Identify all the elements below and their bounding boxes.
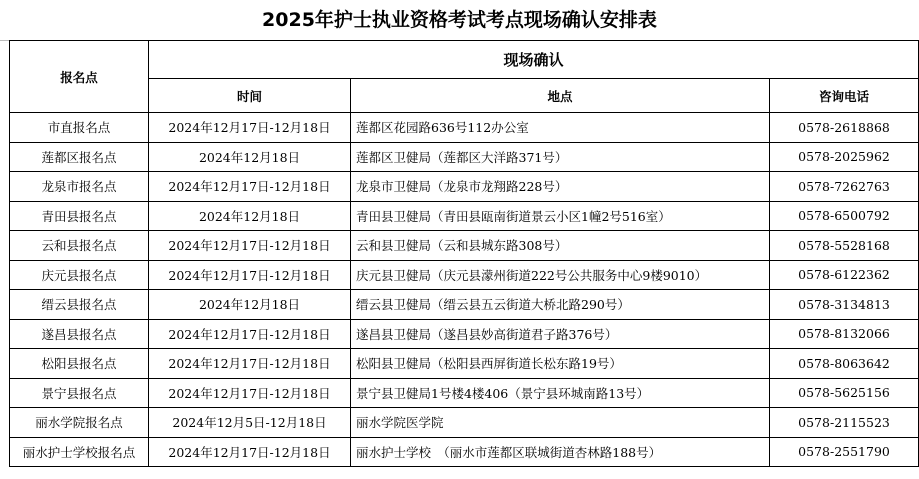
cell-time: 2024年12月17日-12月18日: [149, 260, 351, 290]
schedule-table: [9, 40, 919, 467]
table-row: [10, 290, 919, 320]
header-confirmation: 现场确认: [149, 41, 919, 79]
cell-site: 丽水护士学校报名点: [10, 437, 149, 467]
cell-time: 2024年12月17日-12月18日: [149, 231, 351, 261]
cell-site: 莲都区报名点: [10, 142, 149, 172]
cell-phone: 0578-5625156: [770, 378, 919, 408]
table-row: [10, 142, 919, 172]
cell-time: 2024年12月18日: [149, 290, 351, 320]
cell-time: 2024年12月5日-12月18日: [149, 408, 351, 438]
cell-place: 遂昌县卫健局（遂昌县妙高街道君子路376号）: [351, 319, 770, 349]
cell-time: 2024年12月17日-12月18日: [149, 319, 351, 349]
table-row: [10, 408, 919, 438]
table-row: [10, 172, 919, 202]
cell-time: 2024年12月17日-12月18日: [149, 437, 351, 467]
table-row: [10, 231, 919, 261]
table-row: [10, 201, 919, 231]
header-phone: 咨询电话: [770, 79, 919, 113]
cell-phone: 0578-6500792: [770, 201, 919, 231]
cell-time: 2024年12月17日-12月18日: [149, 378, 351, 408]
cell-site: 景宁县报名点: [10, 378, 149, 408]
header-time: 时间: [149, 79, 351, 113]
cell-phone: 0578-7262763: [770, 172, 919, 202]
cell-place: 云和县卫健局（云和县城东路308号）: [351, 231, 770, 261]
cell-place: 莲都区花园路636号112办公室: [351, 113, 770, 143]
cell-time: 2024年12月17日-12月18日: [149, 113, 351, 143]
cell-site: 丽水学院报名点: [10, 408, 149, 438]
cell-site: 云和县报名点: [10, 231, 149, 261]
table-row: [10, 260, 919, 290]
cell-site: 青田县报名点: [10, 201, 149, 231]
cell-time: 2024年12月17日-12月18日: [149, 349, 351, 379]
header-site: 报名点: [10, 41, 149, 113]
cell-site: 龙泉市报名点: [10, 172, 149, 202]
cell-phone: 0578-3134813: [770, 290, 919, 320]
cell-phone: 0578-5528168: [770, 231, 919, 261]
table-row: [10, 319, 919, 349]
cell-phone: 0578-2551790: [770, 437, 919, 467]
cell-place: 丽水护士学校 （丽水市莲都区联城街道杏林路188号）: [351, 437, 770, 467]
cell-site: 遂昌县报名点: [10, 319, 149, 349]
cell-place: 景宁县卫健局1号楼4楼406（景宁县环城南路13号）: [351, 378, 770, 408]
cell-place: 莲都区卫健局（莲都区大洋路371号）: [351, 142, 770, 172]
sheet-margin: [0, 40, 9, 479]
table-row: [10, 349, 919, 379]
cell-time: 2024年12月18日: [149, 201, 351, 231]
cell-site: 松阳县报名点: [10, 349, 149, 379]
header-place: 地点: [351, 79, 770, 113]
cell-phone: 0578-8132066: [770, 319, 919, 349]
cell-place: 庆元县卫健局（庆元县濛州街道222号公共服务中心9楼9010）: [351, 260, 770, 290]
cell-place: 松阳县卫健局（松阳县西屏街道长松东路19号）: [351, 349, 770, 379]
table-row: [10, 437, 919, 467]
cell-phone: 0578-6122362: [770, 260, 919, 290]
cell-phone: 0578-8063642: [770, 349, 919, 379]
cell-phone: 0578-2618868: [770, 113, 919, 143]
cell-place: 龙泉市卫健局（龙泉市龙翔路228号）: [351, 172, 770, 202]
cell-site: 缙云县报名点: [10, 290, 149, 320]
cell-place: 丽水学院医学院: [351, 408, 770, 438]
page-title: 2025年护士执业资格考试考点现场确认安排表: [262, 9, 657, 31]
cell-site: 庆元县报名点: [10, 260, 149, 290]
cell-place: 青田县卫健局（青田县瓯南街道景云小区1幢2号516室）: [351, 201, 770, 231]
table-row: [10, 378, 919, 408]
cell-phone: 0578-2025962: [770, 142, 919, 172]
cell-place: 缙云县卫健局（缙云县五云街道大桥北路290号）: [351, 290, 770, 320]
cell-phone: 0578-2115523: [770, 408, 919, 438]
table-row: [10, 113, 919, 143]
cell-time: 2024年12月18日: [149, 142, 351, 172]
cell-site: 市直报名点: [10, 113, 149, 143]
cell-time: 2024年12月17日-12月18日: [149, 172, 351, 202]
